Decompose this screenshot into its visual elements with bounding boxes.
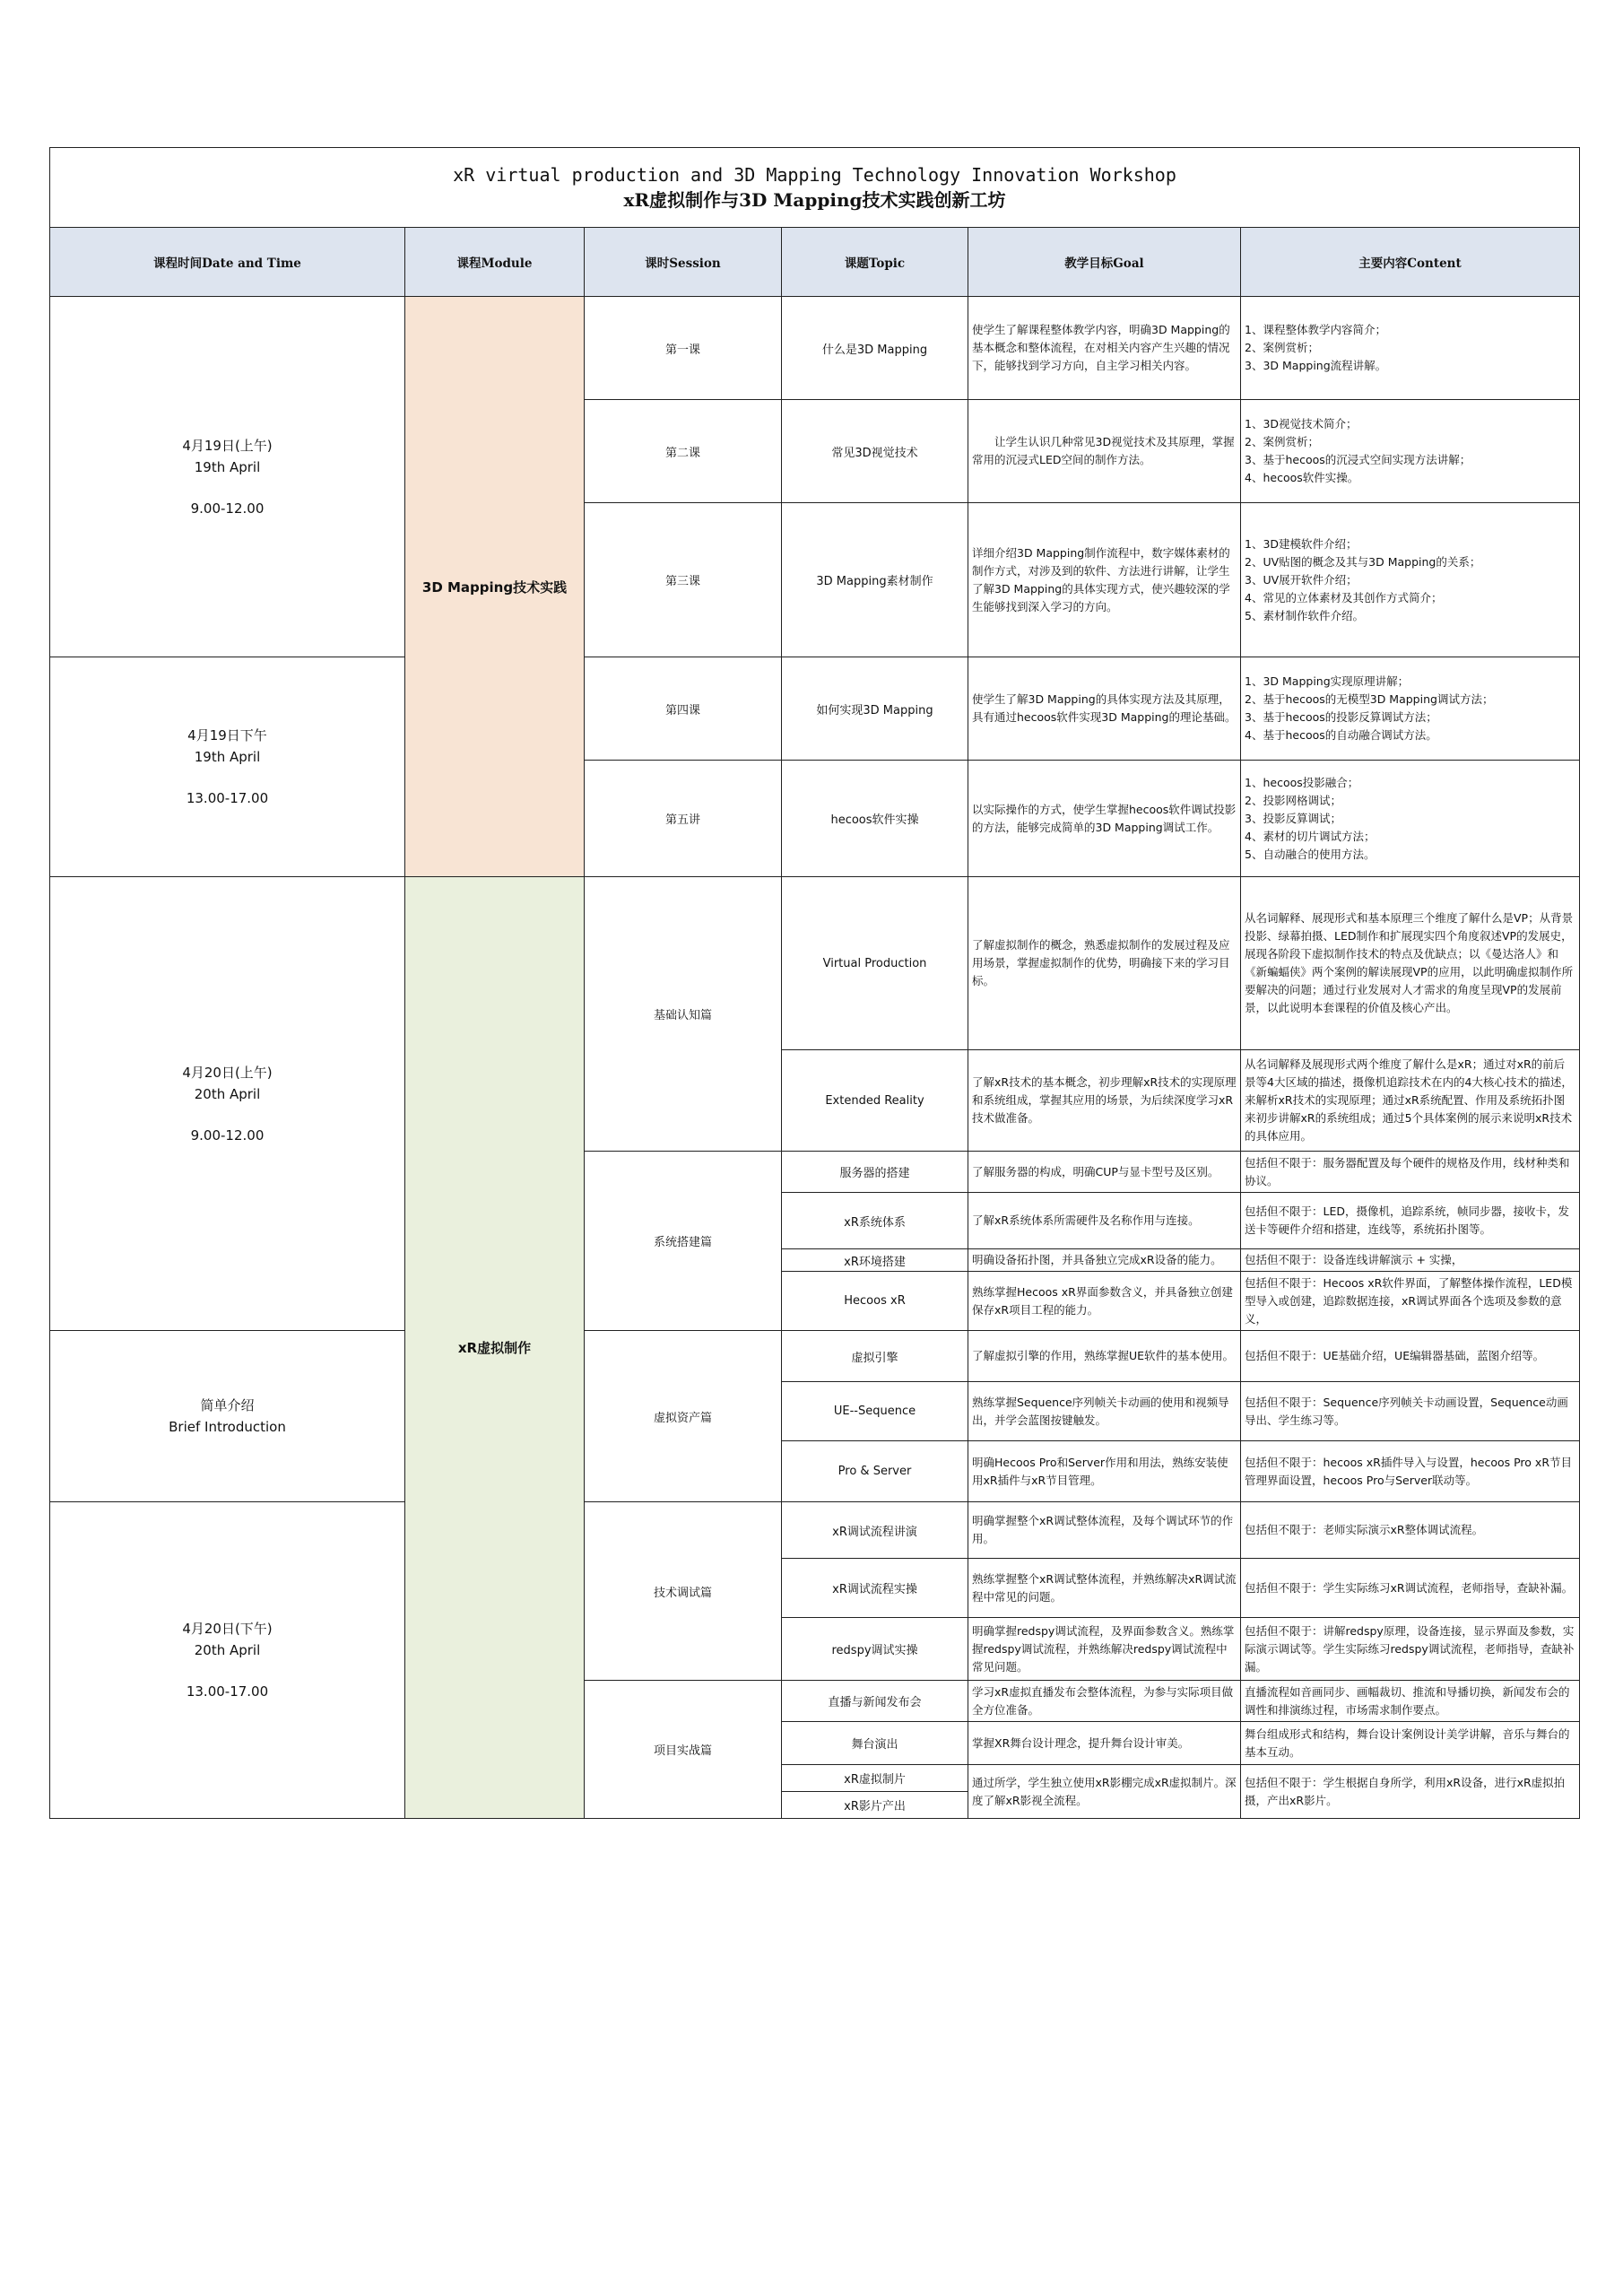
goal-cell: 通过所学，学生独立使用xR影棚完成xR虚拟制片。深度了解xR影视全流程。	[968, 1765, 1241, 1819]
topic-cell: Extended Reality	[782, 1050, 968, 1152]
title-row	[50, 148, 1580, 228]
content-cell: 包括但不限于：学生根据自身所学，利用xR设备，进行xR虚拟拍摄，产出xR影片。	[1241, 1765, 1580, 1819]
content-cell: 包括但不限于：LED，摄像机，追踪系统，帧同步器，接收卡，发送卡等硬件介绍和搭建，连线等，系统拓扑图等。	[1241, 1193, 1580, 1249]
module-cell: 3D Mapping技术实践	[405, 297, 585, 877]
content-cell: 1、hecoos投影融合； 2、投影网格调试； 3、投影反算调试； 4、素材的切片调试方法； 5、自动融合的使用方法。	[1241, 761, 1580, 877]
header-row	[50, 228, 1580, 297]
topic-cell: xR系统体系	[782, 1193, 968, 1249]
goal-cell: 明确设备拓扑图，并具备独立完成xR设备的能力。	[968, 1249, 1241, 1272]
goal-cell: 以实际操作的方式，使学生掌握hecoos软件调试投影的方法，能够完成简单的3D Mapping调试工作。	[968, 761, 1241, 877]
topic-cell: xR调试流程讲演	[782, 1502, 968, 1559]
header-goal: 教学目标Goal	[968, 228, 1241, 297]
date-en: Brief Introduction	[169, 1419, 286, 1435]
date-cell	[50, 877, 405, 1331]
topic-cell: 常见3D视觉技术	[782, 400, 968, 503]
date-en: 20th April	[194, 1085, 261, 1102]
header-date-time: 课程时间Date and Time	[50, 228, 405, 297]
content-cell: 1、课程整体教学内容简介； 2、案例赏析； 3、3D Mapping流程讲解。	[1241, 297, 1580, 400]
topic-cell: 舞台演出	[782, 1722, 968, 1765]
content-cell: 直播流程如音画同步、画幅裁切、推流和导播切换，新闻发布会的调性和排演练过程，市场需求制作要点。	[1241, 1681, 1580, 1722]
date-en: 19th April	[194, 458, 261, 475]
date-cell	[50, 1331, 405, 1502]
date-cn: 4月20日(上午)	[182, 1064, 273, 1081]
goal-cell: 详细介绍3D Mapping制作流程中，数字媒体素材的制作方式，对涉及到的软件、方法进行讲解，让学生了解3D Mapping的具体实现方式，使兴趣较深的学生能够找到深入学习的方向。	[968, 503, 1241, 657]
content-cell: 包括但不限于：讲解redspy原理，设备连接，显示界面及参数，实际演示调试等。学生实际练习redspy调试流程，老师指导，查缺补漏。	[1241, 1618, 1580, 1681]
header-session: 课时Session	[585, 228, 782, 297]
topic-cell: 如何实现3D Mapping	[782, 657, 968, 761]
session-cell: 基础认知篇	[585, 877, 782, 1152]
content-cell: 舞台组成形式和结构，舞台设计案例设计美学讲解，音乐与舞台的基本互动。	[1241, 1722, 1580, 1765]
title-chinese: xR虚拟制作与3D Mapping技术实践创新工坊	[623, 189, 1006, 211]
session-cell: 第二课	[585, 400, 782, 503]
topic-cell: redspy调试实操	[782, 1618, 968, 1681]
session-cell: 第三课	[585, 503, 782, 657]
goal-cell: 熟练掌握整个xR调试整体流程，并熟练解决xR调试流程中常见的问题。	[968, 1559, 1241, 1618]
module-cell: xR虚拟制作	[405, 877, 585, 1819]
goal-cell: 熟练掌握Sequence序列帧关卡动画的使用和视频导出，并学会蓝图按键触发。	[968, 1382, 1241, 1441]
date-en: 20th April	[194, 1642, 261, 1658]
goal-cell: 了解服务器的构成，明确CUP与显卡型号及区别。	[968, 1152, 1241, 1193]
table-row	[50, 1502, 1580, 1559]
topic-cell: Pro & Server	[782, 1441, 968, 1502]
date-cn: 4月19日(上午)	[182, 437, 273, 454]
goal-cell: 使学生了解课程整体教学内容，明确3D Mapping的基本概念和整体流程，在对相关内容产生兴趣的情况下，能够找到学习方向，自主学习相关内容。	[968, 297, 1241, 400]
table-row	[50, 1331, 1580, 1382]
topic-cell: UE--Sequence	[782, 1382, 968, 1441]
session-cell: 第一课	[585, 297, 782, 400]
topic-cell: 什么是3D Mapping	[782, 297, 968, 400]
session-cell: 项目实战篇	[585, 1681, 782, 1819]
goal-cell: 让学生认识几种常见3D视觉技术及其原理，掌握常用的沉浸式LED空间的制作方法。	[968, 400, 1241, 503]
session-cell: 第五讲	[585, 761, 782, 877]
content-cell: 从名词解释、展现形式和基本原理三个维度了解什么是VP；从背景投影、绿幕拍摄、LED制作和扩展现实四个角度叙述VP的发展史，展现各阶段下虚拟制作技术的特点及优缺点；以《曼达洛人》和《新蝙蝠侠》两个案例的解读展现VP的应用，以此明确虚拟制作所要解决的问题；通过行业发展对人才需求的角度呈现VP的发展前景，以此说明本套课程的价值及核心产出。	[1241, 877, 1580, 1050]
content-cell: 包括但不限于：老师实际演示xR整体调试流程。	[1241, 1502, 1580, 1559]
date-cn: 简单介绍	[200, 1397, 255, 1413]
topic-cell: xR环境搭建	[782, 1249, 968, 1272]
topic-cell: 服务器的搭建	[782, 1152, 968, 1193]
table-row	[50, 877, 1580, 1050]
goal-cell: 了解虚拟引擎的作用，熟练掌握UE软件的基本使用。	[968, 1331, 1241, 1382]
content-cell: 包括但不限于：hecoos xR插件导入与设置，hecoos Pro xR节目管理界面设置，hecoos Pro与Server联动等。	[1241, 1441, 1580, 1502]
header-module: 课程Module	[405, 228, 585, 297]
topic-cell: 虚拟引擎	[782, 1331, 968, 1382]
date-time: 9.00-12.00	[190, 1126, 265, 1144]
topic-cell: hecoos软件实操	[782, 761, 968, 877]
table-row	[50, 297, 1580, 400]
content-cell: 包括但不限于：设备连线讲解演示 + 实操，	[1241, 1249, 1580, 1272]
date-cell	[50, 297, 405, 657]
date-cell	[50, 1502, 405, 1819]
topic-cell: xR虚拟制片	[782, 1765, 968, 1792]
title-cell	[50, 148, 1580, 228]
topic-cell: xR影片产出	[782, 1792, 968, 1819]
topic-cell: Virtual Production	[782, 877, 968, 1050]
session-cell: 第四课	[585, 657, 782, 761]
session-cell: 系统搭建篇	[585, 1152, 782, 1331]
date-cell	[50, 657, 405, 877]
goal-cell: 熟练掌握Hecoos xR界面参数含义，并具备独立创建保存xR项目工程的能力。	[968, 1272, 1241, 1331]
date-time: 13.00-17.00	[186, 1683, 269, 1700]
header-content: 主要内容Content	[1241, 228, 1580, 297]
topic-cell: xR调试流程实操	[782, 1559, 968, 1618]
content-cell: 包括但不限于：学生实际练习xR调试流程，老师指导，查缺补漏。	[1241, 1559, 1580, 1618]
goal-cell: 明确Hecoos Pro和Server作用和用法，熟练安装使用xR插件与xR节目管理。	[968, 1441, 1241, 1502]
goal-cell: 了解虚拟制作的概念，熟悉虚拟制作的发展过程及应用场景，掌握虚拟制作的优势，明确接下来的学习目标。	[968, 877, 1241, 1050]
session-cell: 技术调试篇	[585, 1502, 782, 1681]
topic-cell: Hecoos xR	[782, 1272, 968, 1331]
content-cell: 1、3D Mapping实现原理讲解； 2、基于hecoos的无模型3D Mapping调试方法； 3、基于hecoos的投影反算调试方法； 4、基于hecoos的自动融合调试方法。	[1241, 657, 1580, 761]
goal-cell: 掌握XR舞台设计理念，提升舞台设计审美。	[968, 1722, 1241, 1765]
content-cell: 包括但不限于：Sequence序列帧关卡动画设置，Sequence动画导出、学生练习等。	[1241, 1382, 1580, 1441]
content-cell: 1、3D视觉技术简介； 2、案例赏析； 3、基于hecoos的沉浸式空间实现方法讲解； 4、hecoos软件实操。	[1241, 400, 1580, 503]
content-cell: 从名词解释及展现形式两个维度了解什么是xR；通过对xR的前后景等4大区域的描述，摄像机追踪技术在内的4大核心技术的描述，来解析xR技术的实现原理；通过xR系统配置、作用及系统拓扑图来初步讲解xR的系统组成；通过5个具体案例的展示来说明xR技术的具体应用。	[1241, 1050, 1580, 1152]
content-cell: 包括但不限于：服务器配置及每个硬件的规格及作用，线材种类和协议。	[1241, 1152, 1580, 1193]
header-topic: 课题Topic	[782, 228, 968, 297]
content-cell: 包括但不限于：Hecoos xR软件界面，了解整体操作流程，LED模型导入或创建，追踪数据连接，xR调试界面各个选项及参数的意义，	[1241, 1272, 1580, 1331]
topic-cell: 3D Mapping素材制作	[782, 503, 968, 657]
content-cell: 1、3D建模软件介绍； 2、UV贴图的概念及其与3D Mapping的关系； 3、UV展开软件介绍； 4、常见的立体素材及其创作方式简介； 5、素材制作软件介绍。	[1241, 503, 1580, 657]
goal-cell: 明确掌握redspy调试流程，及界面参数含义。熟练掌握redspy调试流程，并熟练解决redspy调试流程中常见问题。	[968, 1618, 1241, 1681]
schedule-table	[49, 147, 1580, 1819]
topic-cell: 直播与新闻发布会	[782, 1681, 968, 1722]
date-time: 9.00-12.00	[190, 500, 265, 517]
table-row	[50, 657, 1580, 761]
date-cn: 4月19日下午	[187, 727, 267, 744]
goal-cell: 学习xR虚拟直播发布会整体流程，为参与实际项目做全方位准备。	[968, 1681, 1241, 1722]
date-en: 19th April	[194, 749, 261, 765]
content-cell: 包括但不限于：UE基础介绍，UE编辑器基础，蓝图介绍等。	[1241, 1331, 1580, 1382]
goal-cell: 使学生了解3D Mapping的具体实现方法及其原理，具有通过hecoos软件实现3D Mapping的理论基础。	[968, 657, 1241, 761]
goal-cell: 了解xR技术的基本概念，初步理解xR技术的实现原理和系统组成，掌握其应用的场景，为后续深度学习xR技术做准备。	[968, 1050, 1241, 1152]
goal-cell: 明确掌握整个xR调试整体流程，及每个调试环节的作用。	[968, 1502, 1241, 1559]
goal-cell: 了解xR系统体系所需硬件及名称作用与连接。	[968, 1193, 1241, 1249]
session-cell: 虚拟资产篇	[585, 1331, 782, 1502]
date-cn: 4月20日(下午)	[182, 1621, 273, 1637]
date-time: 13.00-17.00	[186, 790, 269, 806]
title-english: xR virtual production and 3D Mapping Technology Innovation Workshop	[453, 164, 1176, 186]
